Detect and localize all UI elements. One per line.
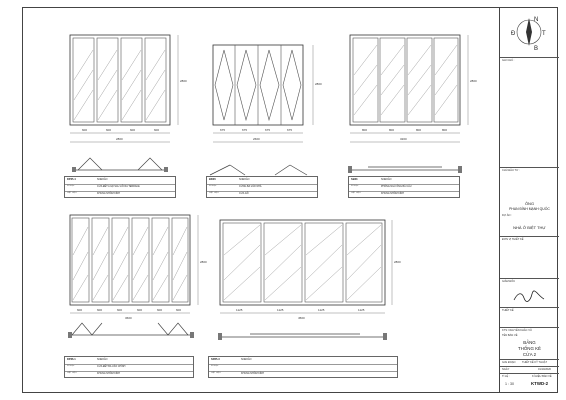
stage-label: GIAI ĐOẠN	[502, 361, 516, 364]
door-width: 3600	[125, 316, 132, 320]
date-label: NGÀY	[502, 368, 510, 371]
door-subdim: 1125	[318, 308, 325, 312]
door-drawing-dp36	[50, 205, 210, 360]
info-label: Kí Hiệu	[211, 365, 219, 367]
svg-text:Đ: Đ	[511, 31, 516, 37]
svg-text:B: B	[534, 46, 539, 52]
door-subdim: 1125	[236, 308, 243, 312]
door-subdim: 800	[442, 128, 448, 132]
door-subdim: 600	[154, 128, 160, 132]
door-width: 4500	[298, 316, 305, 320]
svg-text:N: N	[534, 17, 539, 23]
drawing-name-line3: CỬA 2	[522, 352, 537, 357]
door-desc: PHÒNG NGỦ ÔNG BÀ CẤU	[381, 185, 412, 188]
info-label: VẬT LIỆU	[67, 372, 77, 374]
door-qty: SOĐOÃO	[239, 178, 250, 181]
design-label: THIẾT KẾ	[502, 309, 514, 312]
stage-value: THIẾT KẾ KỸ THUẬT	[522, 361, 548, 364]
door-height: 2800	[200, 260, 207, 264]
drawing-name-label: TÊN BẢN VẼ	[502, 334, 518, 337]
scale-label: TỈ LỆ :	[502, 375, 510, 378]
director-label: GIÁM ĐỐC	[502, 280, 516, 283]
door-subdim: 600	[130, 128, 136, 132]
project-label: DỰ ÁN :	[502, 214, 512, 217]
title-block	[499, 7, 558, 393]
drawing-name-line2: THỐNG KÊ	[518, 346, 541, 351]
door-subdim: 600	[176, 308, 182, 312]
door-info-box	[208, 356, 398, 378]
door-info-box	[348, 176, 460, 198]
door-subdim: 600	[157, 308, 163, 312]
door-subdim: 800	[416, 128, 422, 132]
door-subdim: 600	[97, 308, 103, 312]
door-code: BD26	[209, 178, 216, 181]
door-subdim: 600	[82, 128, 88, 132]
door-subdim: 675	[220, 128, 226, 132]
door-drawing-dp35	[50, 20, 190, 190]
sheet-number: KTWD-2	[531, 381, 549, 386]
door-height: 2800	[394, 260, 401, 264]
door-subdim: 1125	[358, 308, 365, 312]
compass-icon	[508, 12, 550, 52]
door-drawing-sd55	[210, 205, 400, 360]
door-subdim: 675	[287, 128, 293, 132]
door-code: DP35.4	[67, 178, 76, 181]
door-material: KHUNG NHÔM KÍNH	[97, 192, 120, 195]
info-label: Kí Hiệu	[67, 185, 75, 187]
door-height: 2800	[180, 79, 187, 83]
door-subdim: 600	[106, 128, 112, 132]
door-qty: SOĐOÃO	[241, 358, 252, 361]
door-info-box	[64, 356, 194, 378]
owner-prefix: ÔNG	[524, 201, 535, 206]
owner-label: CHỦ ĐẦU TƯ :	[502, 169, 520, 172]
architect-name: KTS: NGUYỄN KHẮC VŨ	[502, 329, 532, 332]
door-subdim: 800	[389, 128, 395, 132]
door-code: SB33	[351, 178, 358, 181]
door-subdim: 1125	[277, 308, 284, 312]
door-info-box	[64, 176, 176, 198]
door-info-box	[206, 176, 318, 198]
door-height: 2800	[315, 82, 322, 86]
door-subdim: 600	[117, 308, 123, 312]
door-subdim: 800	[362, 128, 368, 132]
info-label: VẬT LIỆU	[67, 192, 77, 194]
svg-text:T: T	[542, 31, 546, 37]
door-desc: CỬA ĐẾT BA VÀO CHÍNH	[97, 365, 126, 368]
door-desc: CỬNG BA VÀO NHÀ	[239, 185, 262, 188]
info-label: VẬT LIỆU	[209, 192, 219, 194]
door-material: CỬA GỖ	[239, 192, 249, 195]
signature-icon	[512, 290, 546, 304]
sheet-no-label: KÍ HIỆU BẢN VẼ	[532, 375, 552, 378]
drawing-name-line1: BẢNG	[523, 340, 536, 345]
door-qty: SOĐOÃO	[97, 358, 108, 361]
door-height: 2800	[470, 79, 477, 83]
door-subdim: 600	[137, 308, 143, 312]
door-drawing-sb33	[338, 20, 478, 190]
info-label: VẬT LIỆU	[351, 192, 361, 194]
door-drawing-bd26	[195, 20, 335, 190]
info-label: Kí Hiệu	[209, 185, 217, 187]
door-desc: CỬA ĐẾT LOẠI SAU LỐI RA TERRACE	[97, 185, 140, 188]
owner-name: PHAN ĐÌNH MẠNH QUỐC	[509, 207, 550, 211]
date-value: 01/10/2020	[538, 368, 551, 371]
door-material: KHUNG NHÔM KÍNH	[381, 192, 404, 195]
door-code: SD55.3	[211, 358, 220, 361]
door-material: KHUNG NHÔM KÍNH	[241, 372, 264, 375]
info-label: Kí Hiệu	[351, 185, 359, 187]
info-label: VẬT LIỆU	[211, 372, 221, 374]
notes-label: GHI CHÚ :	[502, 59, 515, 62]
door-width: 3200	[400, 137, 407, 141]
project-name: NHÀ Ở BIỆT THỰ	[513, 225, 546, 230]
door-subdim: 600	[77, 308, 83, 312]
designer-label: ĐƠN VỊ THIẾT KẾ	[502, 238, 524, 241]
door-qty: SOĐOÃO	[97, 178, 108, 181]
scale-value: 1 : 30	[505, 382, 514, 386]
door-width: 2600	[253, 137, 260, 141]
door-width: 2800	[116, 137, 123, 141]
door-subdim: 675	[265, 128, 271, 132]
door-material: KHUNG NHÔM KÍNH	[97, 372, 120, 375]
door-code: DP36.1	[67, 358, 76, 361]
door-qty: SOĐOÃO	[381, 178, 392, 181]
info-label: Kí Hiệu	[67, 365, 75, 367]
door-subdim: 675	[242, 128, 248, 132]
